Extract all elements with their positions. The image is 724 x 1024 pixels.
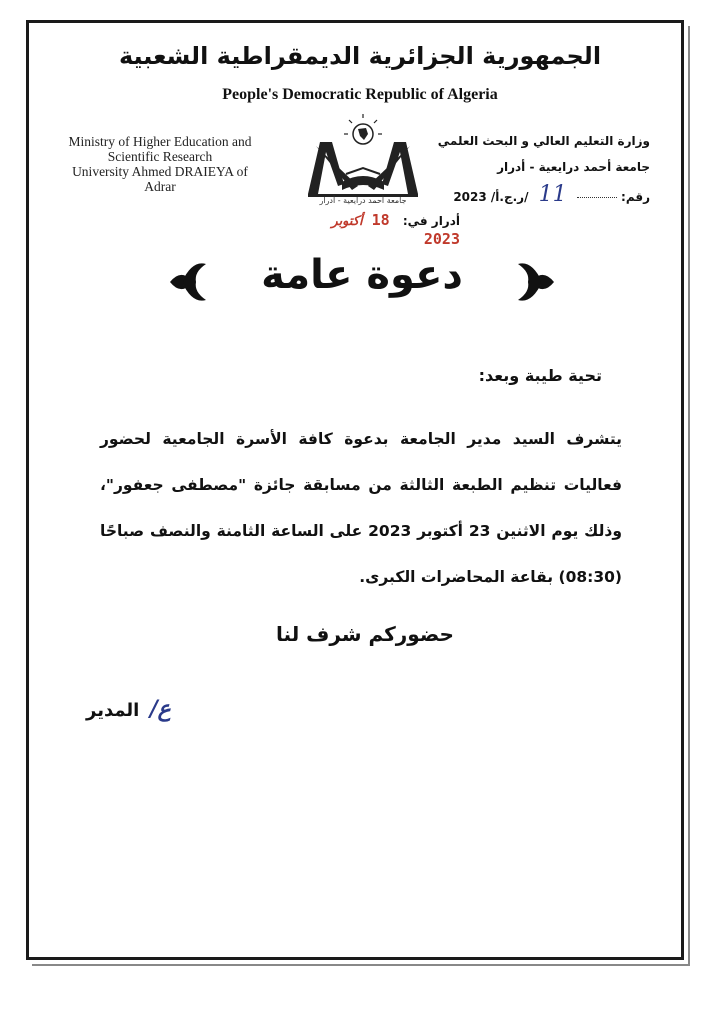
university-line: University Ahmed DRAIEYA of [72,164,248,179]
republic-name-english: People's Democratic Republic of Algeria [222,86,498,103]
ministry-block-arabic [410,128,650,180]
signature-block [86,696,286,722]
logo-caption: جامعة أحمد درايعية - أدرار [319,196,407,205]
date-label: أدرار في: [402,214,460,228]
reference-number [390,182,650,207]
reference-dots [577,197,617,198]
university-line: Adrar [144,179,176,194]
honor-line: حضوركم شرف لنا [276,622,454,646]
signature-title: المدير [86,700,140,721]
ministry-block-english [50,134,270,194]
ministry-line-arabic: وزارة التعليم العالي و البحث العلمي [437,134,650,148]
document-title: دعوة عامة [261,252,463,298]
signature-prefix: ع/ [149,696,171,722]
republic-name-arabic: الجمهورية الجزائرية الديمقراطية الشعبية [118,42,602,70]
reference-suffix: /ر.ج.أ/ 2023 [453,190,529,204]
ministry-line: Ministry of Higher Education and [68,134,252,149]
ministry-line: Scientific Research [107,149,213,164]
document-title-frame [162,250,562,314]
date-line [290,210,460,248]
reference-handwritten-number: 11 [538,182,567,207]
university-logo [298,112,428,212]
greeting: تحية طيبة وبعد: [478,366,602,385]
date-day: 18 [371,211,390,229]
date-month: أكتوبر [331,214,363,229]
date-year: 2023 [423,230,460,248]
university-line-arabic: جامعة أحمد درايعية - أدرار [497,160,650,174]
invitation-body: يتشرف السيد مدير الجامعة بدعوة كافة الأسرة الجامعية لحضور فعاليات تنظيم الطبعة الثالثة من مسابقة جائزة "مصطفى جعفور"، وذلك يوم الاثنين 23 أكتوبر 2023 على الساعة الثامنة والنصف صباحًا (08:30) بقاعة المحاضرات الكبرى. [100,430,622,586]
reference-label: رقم: [621,190,650,204]
